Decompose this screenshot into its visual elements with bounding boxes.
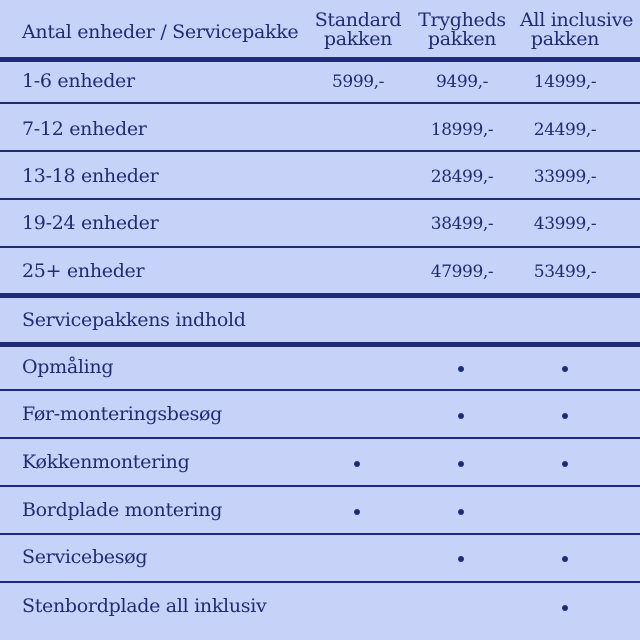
- price-row-label: 25+ enheder: [22, 260, 145, 282]
- included-dot-icon: [562, 366, 568, 372]
- header-tryghed-line1: Trygheds: [418, 9, 506, 31]
- price-all-inclusive: 43999,-: [533, 214, 597, 234]
- table-row: [0, 439, 640, 485]
- header-all-inclusive-line2: pakken: [530, 28, 600, 50]
- included-dot-icon: [458, 413, 464, 419]
- feature-label: Køkkenmontering: [22, 451, 190, 473]
- feature-label: Bordplade montering: [22, 499, 223, 521]
- price-row-label: 1-6 enheder: [22, 70, 135, 92]
- price-all-inclusive: 33999,-: [533, 167, 597, 187]
- price-tryghed: 28499,-: [430, 167, 494, 187]
- price-tryghed: 18999,-: [430, 120, 494, 140]
- header-all-inclusive: [520, 9, 634, 50]
- included-dot-icon: [562, 461, 568, 467]
- price-row-label: 7-12 enheder: [22, 118, 147, 140]
- section-title: Servicepakkens indhold: [22, 309, 246, 331]
- section-header: [0, 298, 640, 342]
- table-row: [0, 62, 640, 102]
- header-all-inclusive-line1: All inclusive: [520, 9, 634, 31]
- header-standard-line2: pakken: [323, 28, 393, 50]
- header-tryghed-line2: pakken: [427, 28, 497, 50]
- header-first-column: Antal enheder / Servicepakke: [22, 21, 299, 43]
- price-tryghed: 38499,-: [430, 214, 494, 234]
- table-row: [0, 391, 640, 437]
- included-dot-icon: [458, 509, 464, 515]
- price-all-inclusive: 24499,-: [533, 120, 597, 140]
- price-all-inclusive: 53499,-: [533, 262, 597, 282]
- feature-label: Stenbordplade all inklusiv: [22, 595, 267, 617]
- price-standard: 5999,-: [331, 72, 384, 92]
- table-row: [0, 200, 640, 246]
- price-tryghed: 47999,-: [430, 262, 494, 282]
- price-all-inclusive: 14999,-: [533, 72, 597, 92]
- table-row: [0, 583, 640, 640]
- included-dot-icon: [562, 605, 568, 611]
- table-row: [0, 487, 640, 533]
- included-dot-icon: [354, 509, 360, 515]
- included-dot-icon: [458, 461, 464, 467]
- table-row: [0, 152, 640, 198]
- feature-label: Servicebesøg: [22, 546, 148, 568]
- header-standard: [313, 11, 403, 49]
- feature-label: Opmåling: [22, 356, 114, 378]
- included-dot-icon: [458, 366, 464, 372]
- table-row: [0, 248, 640, 293]
- header-tryghed: [417, 11, 507, 49]
- table-row: [0, 347, 640, 389]
- table-row: [0, 535, 640, 581]
- included-dot-icon: [354, 461, 360, 467]
- price-tryghed: 9499,-: [435, 72, 488, 92]
- header-standard-line1: Standard: [314, 9, 402, 31]
- table-header: [0, 0, 640, 62]
- included-dot-icon: [562, 556, 568, 562]
- included-dot-icon: [562, 413, 568, 419]
- price-row-label: 19-24 enheder: [22, 212, 159, 234]
- included-dot-icon: [458, 556, 464, 562]
- feature-label: Før-monteringsbesøg: [22, 403, 223, 425]
- table-row: [0, 104, 640, 150]
- price-row-label: 13-18 enheder: [22, 165, 159, 187]
